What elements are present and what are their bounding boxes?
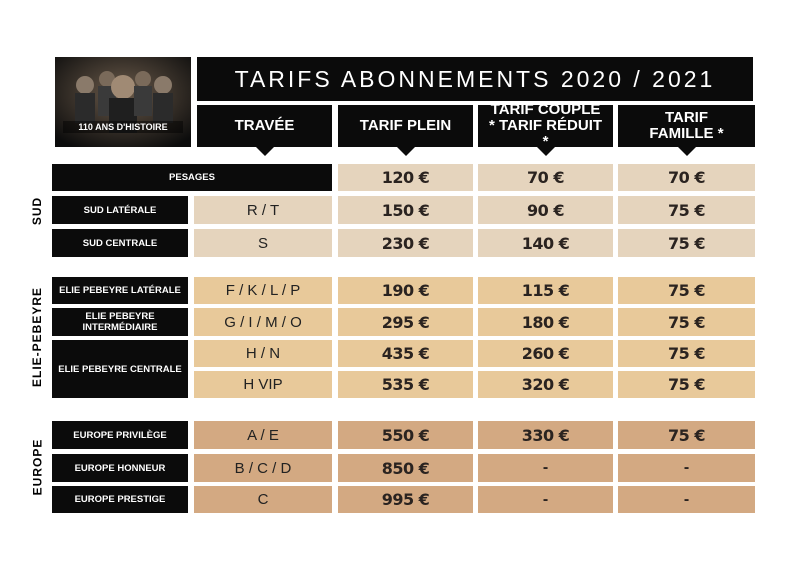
travee-elie-pebeyre-intermediaire: G / I / M / O bbox=[194, 308, 332, 336]
column-header-tarif-plein: TARIF PLEIN bbox=[338, 105, 473, 147]
price-famille-elie-pebeyre-intermediaire: 75 € bbox=[618, 308, 755, 336]
column-header-travee: TRAVÉE bbox=[197, 105, 332, 147]
price-plein-europe-privilege: 550 € bbox=[338, 421, 473, 449]
row-label-europe-prestige: EUROPE PRESTIGE bbox=[52, 486, 188, 513]
row-label-sud-centrale: SUD CENTRALE bbox=[52, 229, 188, 257]
section-label-sud: SUD bbox=[30, 196, 44, 225]
travee-sud-centrale: S bbox=[194, 229, 332, 257]
row-label-europe-honneur: EUROPE HONNEUR bbox=[52, 454, 188, 482]
price-couple-sud-centrale: 140 € bbox=[478, 229, 613, 257]
price-couple-elie-pebeyre-centrale-hn: 260 € bbox=[478, 340, 613, 367]
price-plein-elie-pebeyre-centrale-hn: 435 € bbox=[338, 340, 473, 367]
travee-elie-pebeyre-laterale: F / K / L / P bbox=[194, 277, 332, 304]
travee-europe-privilege: A / E bbox=[194, 421, 332, 449]
price-couple-sud-laterale: 90 € bbox=[478, 196, 613, 224]
row-label-sud-laterale: SUD LATÉRALE bbox=[52, 196, 188, 224]
team-photo-image bbox=[55, 57, 191, 147]
column-header-tarif-couple-reduit: TARIF COUPLE * TARIF RÉDUIT * bbox=[478, 105, 613, 147]
price-famille-europe-honneur: - bbox=[618, 454, 755, 482]
price-couple-elie-pebeyre-laterale: 115 € bbox=[478, 277, 613, 304]
price-famille-elie-pebeyre-centrale-hn: 75 € bbox=[618, 340, 755, 367]
price-plein-elie-pebeyre-intermediaire: 295 € bbox=[338, 308, 473, 336]
team-photo bbox=[55, 57, 191, 147]
travee-elie-pebeyre-centrale-hn: H / N bbox=[194, 340, 332, 367]
page-title: TARIFS ABONNEMENTS 2020 / 2021 bbox=[197, 57, 753, 101]
travee-europe-honneur: B / C / D bbox=[194, 454, 332, 482]
price-famille-sud-laterale: 75 € bbox=[618, 196, 755, 224]
travee-sud-laterale: R / T bbox=[194, 196, 332, 224]
price-famille-pesages: 70 € bbox=[618, 164, 755, 191]
section-label-elie-pebeyre: ELIE-PEBEYRE bbox=[30, 286, 44, 388]
price-plein-sud-centrale: 230 € bbox=[338, 229, 473, 257]
price-famille-sud-centrale: 75 € bbox=[618, 229, 755, 257]
row-label-elie-pebeyre-intermediaire: ELIE PEBEYRE INTERMÉDIAIRE bbox=[52, 308, 188, 336]
price-famille-elie-pebeyre-laterale: 75 € bbox=[618, 277, 755, 304]
price-plein-pesages: 120 € bbox=[338, 164, 473, 191]
travee-europe-prestige: C bbox=[194, 486, 332, 513]
row-label-elie-pebeyre-laterale: ELIE PEBEYRE LATÉRALE bbox=[52, 277, 188, 304]
price-couple-elie-pebeyre-intermediaire: 180 € bbox=[478, 308, 613, 336]
price-famille-europe-privilege: 75 € bbox=[618, 421, 755, 449]
price-plein-europe-honneur: 850 € bbox=[338, 454, 473, 482]
price-couple-europe-honneur: - bbox=[478, 454, 613, 482]
price-famille-elie-pebeyre-centrale-vip: 75 € bbox=[618, 371, 755, 398]
column-header-tarif-famille: TARIF FAMILLE * bbox=[618, 105, 755, 147]
price-couple-europe-privilege: 330 € bbox=[478, 421, 613, 449]
section-label-europe: EUROPE bbox=[30, 438, 44, 496]
price-famille-europe-prestige: - bbox=[618, 486, 755, 513]
price-couple-europe-prestige: - bbox=[478, 486, 613, 513]
row-label-elie-pebeyre-centrale: ELIE PEBEYRE CENTRALE bbox=[52, 340, 188, 398]
row-label-europe-privilege: EUROPE PRIVILÈGE bbox=[52, 421, 188, 449]
row-label-pesages: PESAGES bbox=[52, 164, 332, 191]
price-plein-elie-pebeyre-centrale-vip: 535 € bbox=[338, 371, 473, 398]
photo-caption: 110 ANS D'HISTOIRE bbox=[78, 122, 168, 132]
price-plein-elie-pebeyre-laterale: 190 € bbox=[338, 277, 473, 304]
price-plein-sud-laterale: 150 € bbox=[338, 196, 473, 224]
price-couple-pesages: 70 € bbox=[478, 164, 613, 191]
travee-elie-pebeyre-centrale-vip: H VIP bbox=[194, 371, 332, 398]
price-couple-elie-pebeyre-centrale-vip: 320 € bbox=[478, 371, 613, 398]
price-plein-europe-prestige: 995 € bbox=[338, 486, 473, 513]
